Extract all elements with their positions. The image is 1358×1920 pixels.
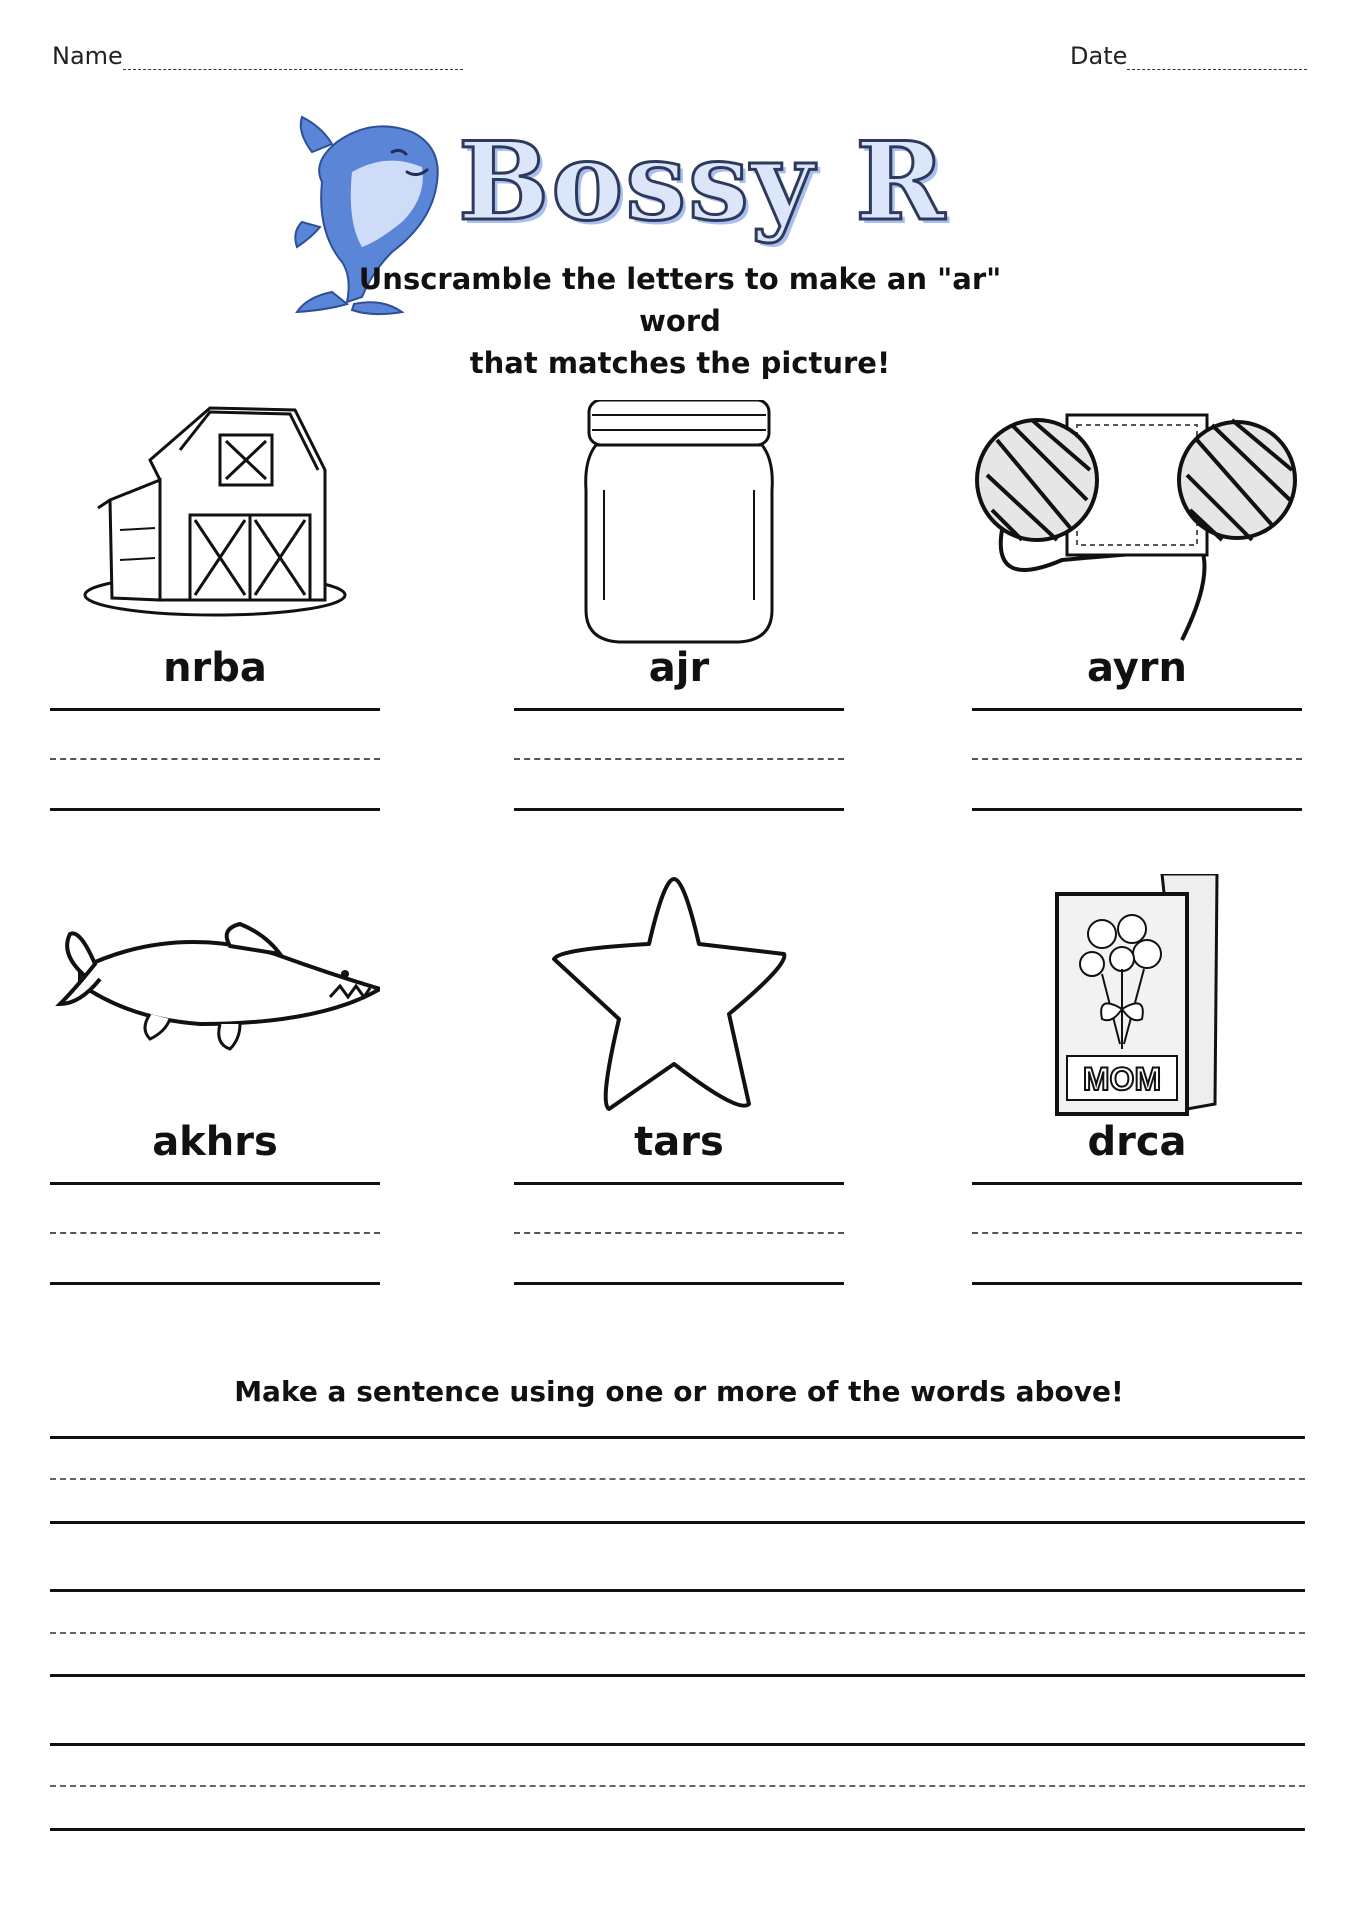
star-icon xyxy=(514,874,844,1124)
card-icon xyxy=(972,874,1302,1124)
word-card-star xyxy=(514,874,844,1294)
sentence-line-2-mid xyxy=(50,1632,1305,1634)
word-card-yarn xyxy=(972,400,1302,820)
date-field[interactable] xyxy=(1070,42,1307,70)
name-blank[interactable] xyxy=(123,47,463,70)
sentence-line-1-base[interactable] xyxy=(50,1521,1305,1524)
answer-mid-line xyxy=(50,1232,380,1234)
scrambled-word: tars xyxy=(634,1119,724,1165)
answer-top-line xyxy=(972,708,1302,711)
answer-base-line[interactable] xyxy=(514,808,844,811)
date-blank[interactable] xyxy=(1127,47,1307,70)
instructions-line-1: Unscramble the letters to make an "ar" word xyxy=(358,262,1002,338)
sentence-line-2-base[interactable] xyxy=(50,1674,1305,1677)
sentence-line-3-top[interactable] xyxy=(50,1743,1305,1746)
sentence-line-1-top[interactable] xyxy=(50,1436,1305,1439)
answer-base-line[interactable] xyxy=(50,1282,380,1285)
page-title: Bossy R xyxy=(458,119,948,245)
answer-top-line xyxy=(50,708,380,711)
word-card-shark xyxy=(50,874,380,1294)
sentence-line-2-top[interactable] xyxy=(50,1589,1305,1592)
sentence-line-3-base[interactable] xyxy=(50,1828,1305,1831)
answer-mid-line xyxy=(50,758,380,760)
name-label: Name xyxy=(52,42,123,70)
answer-top-line xyxy=(50,1182,380,1185)
answer-base-line[interactable] xyxy=(514,1282,844,1285)
sentence-line-3-mid xyxy=(50,1785,1305,1787)
answer-mid-line xyxy=(514,758,844,760)
answer-top-line xyxy=(514,708,844,711)
jar-icon xyxy=(514,400,844,650)
answer-mid-line xyxy=(972,758,1302,760)
answer-top-line xyxy=(514,1182,844,1185)
scrambled-word: drca xyxy=(1087,1119,1187,1165)
answer-mid-line xyxy=(972,1232,1302,1234)
scrambled-word: ajr xyxy=(648,645,710,691)
barn-icon xyxy=(50,400,380,650)
answer-top-line xyxy=(972,1182,1302,1185)
name-field[interactable] xyxy=(52,42,463,70)
answer-base-line[interactable] xyxy=(972,1282,1302,1285)
answer-base-line[interactable] xyxy=(50,808,380,811)
word-card-card xyxy=(972,874,1302,1294)
mom-text: MOM xyxy=(1082,1061,1162,1097)
sentence-line-1-mid xyxy=(50,1478,1305,1480)
scrambled-word: ayrn xyxy=(1086,645,1188,691)
sentence-prompt: Make a sentence using one or more of the words above! xyxy=(234,1375,1124,1408)
word-card-barn xyxy=(50,400,380,820)
scrambled-word: nrba xyxy=(163,645,267,691)
instructions xyxy=(330,258,1030,384)
yarn-icon xyxy=(972,400,1302,650)
shark-icon xyxy=(50,874,380,1124)
instructions-line-2: that matches the picture! xyxy=(469,346,891,380)
scrambled-word: akhrs xyxy=(152,1119,278,1165)
date-label: Date xyxy=(1070,42,1128,70)
answer-base-line[interactable] xyxy=(972,808,1302,811)
answer-mid-line xyxy=(514,1232,844,1234)
word-card-jar xyxy=(514,400,844,820)
